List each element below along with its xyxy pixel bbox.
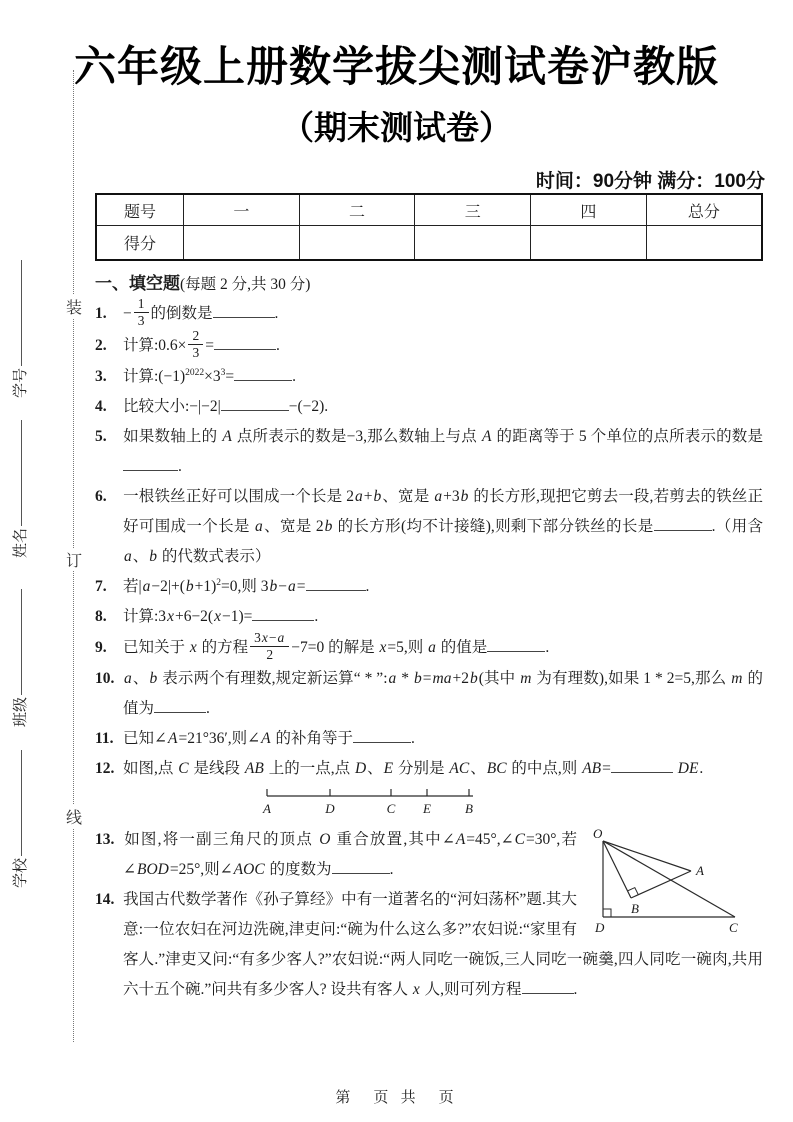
math-variable: b: [149, 548, 158, 566]
question-text: 、: [367, 760, 383, 778]
math-variable: D: [354, 760, 367, 778]
question-text: 比较大小:−|−2|: [123, 398, 221, 416]
math-fraction: [134, 296, 149, 328]
math-fraction: [250, 630, 289, 662]
question-text: ×3: [204, 368, 221, 386]
question-text: =: [296, 578, 306, 596]
question-body: [123, 831, 577, 878]
question-text: −: [123, 304, 132, 322]
answer-blank: [306, 577, 366, 591]
answer-blank: [611, 759, 673, 773]
math-variable: ma: [432, 670, 452, 688]
question-text: .: [545, 638, 550, 656]
table-row: [96, 194, 762, 226]
question-text: (其中: [478, 670, 520, 688]
question-text: 计算:0.6×: [123, 336, 187, 354]
question-9: [95, 632, 763, 664]
question-text: 计算:3: [123, 608, 167, 626]
margin-field-class: [11, 589, 31, 727]
answer-blank: [221, 397, 289, 411]
question-text: 我国古代数学著作《孙子算经》中有一道著名的“河妇荡杯”题.其大意:一位农妇在河边洗碗,津吏问:“碗为什么这么多?”农妇说:“家里有客人.”津吏又问:“有多少客人?”农妇说:“两人同吃一碗饭,三人同吃一碗羹,四人同吃一碗肉,共用六十五个碗.”问共有多少客人? 设共有客人: [123, 891, 763, 999]
question-number: 5.: [95, 428, 107, 446]
question-text: 的长方形(均不计接缝),则剩下部分铁丝的长是: [333, 518, 654, 536]
score-header-cell: 二: [299, 194, 415, 226]
math-variable: A: [481, 428, 492, 446]
question-text: =: [225, 368, 235, 386]
question-6: [95, 482, 763, 572]
question-text: .: [292, 368, 296, 386]
question-text: =5,则: [387, 638, 428, 656]
math-superscript: 2: [216, 577, 222, 588]
point-label-b: B: [465, 801, 473, 817]
score-cell: [415, 226, 531, 261]
point-label-c: C: [386, 801, 396, 817]
score-cell: [299, 226, 415, 261]
question-8: [95, 602, 763, 632]
question-text: +: [363, 488, 373, 506]
question-number: 4.: [95, 398, 107, 416]
point-label-o: O: [593, 827, 603, 842]
point-label-a: A: [696, 863, 704, 879]
question-text: −2|+(: [151, 578, 185, 596]
question-body: [123, 428, 763, 475]
question-text: −7=0 的解是: [291, 638, 379, 656]
margin-field-label: 学校: [13, 857, 29, 888]
score-header-cell: 四: [531, 194, 647, 226]
math-variable: AB: [244, 760, 264, 778]
math-variable: DE: [677, 760, 699, 778]
question-text: 的度数为: [265, 861, 332, 879]
math-variable: O: [319, 831, 331, 849]
score-header-cell: 三: [415, 194, 531, 226]
question-text: .: [314, 608, 319, 626]
answer-blank: [123, 457, 178, 471]
question-text: 上的一点,点: [264, 760, 354, 778]
answer-blank: [332, 860, 390, 874]
math-variable: a: [388, 670, 397, 688]
question-text: −: [278, 578, 288, 596]
math-variable: AC: [449, 760, 470, 778]
math-variable: m: [520, 670, 532, 688]
binding-char-xian: 线: [64, 805, 84, 828]
math-variable: b: [460, 488, 469, 506]
question-7: [95, 572, 763, 602]
math-variable: b: [414, 670, 422, 688]
question-text: 的倒数是: [150, 304, 213, 322]
question-text: 、: [132, 670, 149, 688]
answer-blank: [522, 980, 574, 994]
math-variable: x: [379, 638, 387, 656]
math-variable: a: [288, 578, 296, 596]
question-text: .: [411, 730, 415, 748]
question-number: 1.: [95, 304, 107, 322]
question-number: 8.: [95, 608, 107, 626]
math-variable: A: [261, 730, 271, 748]
section-heading-points: (每题 2 分,共 30 分): [180, 276, 311, 293]
question-text: 一根铁丝正好可以围成一个长是 2: [123, 488, 354, 506]
question-text: 是线段: [189, 760, 244, 778]
question-text: .: [178, 458, 182, 476]
score-table: [95, 193, 763, 261]
math-variable: x: [412, 981, 420, 999]
margin-field-label: 班级: [13, 696, 29, 727]
question-text: 点所表示的数是−3,那么数轴上与点: [232, 428, 481, 446]
question-text: −(−2).: [288, 398, 329, 416]
question-text: .: [389, 861, 394, 879]
math-variable: a: [277, 630, 285, 646]
question-body: [123, 578, 369, 595]
question-text: 分别是: [394, 760, 449, 778]
question-text: .（用含: [711, 518, 763, 536]
question-text: *: [397, 670, 413, 688]
question-text: =21°36′,则∠: [178, 730, 261, 748]
question-text: =25°,则∠: [169, 861, 233, 879]
question-text: 3: [254, 630, 261, 646]
score-header-cell: 一: [184, 194, 300, 226]
question-text: 已知∠: [123, 730, 167, 748]
question-number: 10.: [95, 670, 115, 688]
section-heading: [95, 269, 763, 294]
math-variable: AB: [582, 760, 602, 778]
margin-field-name: [11, 420, 31, 558]
answer-blank: [487, 638, 545, 652]
question-5: [95, 422, 763, 482]
math-variable: a: [428, 638, 436, 656]
question-text: +6−2(: [174, 608, 214, 626]
question-number: 2.: [95, 336, 107, 354]
question-body: [123, 608, 318, 625]
segment-figure: [255, 786, 485, 823]
question-text: 重合放置,其中∠: [331, 831, 455, 849]
question-number: 9.: [95, 638, 107, 656]
question-body: [123, 398, 328, 415]
question-text: =45°,∠: [466, 831, 514, 849]
answer-blank: [213, 304, 275, 318]
question-text: 的长方形,现把它剪去一段,若剪去的铁丝正好可围成一个长是: [123, 488, 763, 536]
question-body: [123, 296, 279, 328]
question-body: [123, 670, 763, 717]
question-text: 、: [470, 760, 486, 778]
point-label-c: C: [729, 920, 738, 936]
point-label-d: D: [595, 920, 605, 936]
question-text: +3: [443, 488, 460, 506]
question-text: 人,则可列方程: [420, 981, 522, 999]
question-body: [123, 760, 703, 777]
math-superscript: 2022: [185, 367, 205, 378]
question-body: [123, 630, 550, 662]
math-fraction: [188, 328, 203, 360]
question-text: 3: [192, 344, 200, 360]
point-label-d: D: [325, 801, 335, 817]
question-number: 13.: [95, 831, 115, 849]
question-text: 表示两个有理数,规定新运算“ * ”:: [158, 670, 388, 688]
score-cell: [184, 226, 300, 261]
answer-blank: [234, 367, 292, 381]
point-label-e: E: [423, 801, 431, 817]
question-text: 若|: [123, 578, 142, 596]
question-text: 的距离等于 5 个单位的点所表示的数是: [492, 428, 763, 446]
math-variable: b: [324, 518, 333, 536]
question-text: 为有理数),如果 1 * 2=5,那么: [532, 670, 731, 688]
point-label-a: A: [263, 801, 271, 817]
question-4: [95, 392, 763, 422]
math-variable: A: [222, 428, 232, 446]
fill-in-line: [21, 260, 22, 366]
question-text: −: [268, 630, 277, 646]
question-text: 、宽是: [382, 488, 434, 506]
question-body: [123, 488, 763, 565]
question-text: +1): [194, 578, 217, 596]
binding-char-zhuang: 装: [64, 295, 84, 318]
answer-blank: [252, 607, 314, 621]
question-text: 如果数轴上的: [123, 428, 222, 446]
question-text: 如图,点: [123, 760, 178, 778]
question-text: −1)=: [222, 608, 253, 626]
math-superscript: 3: [220, 367, 226, 378]
question-text: 3: [137, 312, 145, 328]
fill-in-line: [21, 589, 22, 695]
question-text: 如图,将一副三角尺的顶点: [123, 831, 319, 849]
question-text: 的代数式表示）: [158, 548, 271, 566]
question-text: .: [699, 760, 704, 778]
page-subtitle: （期末测试卷）: [281, 109, 512, 146]
score-cell: 得分: [96, 226, 184, 261]
math-variable: b: [185, 578, 194, 596]
score-header-cell: 题号: [96, 194, 184, 226]
math-variable: x: [261, 630, 268, 646]
math-variable: a: [255, 518, 263, 536]
question-2: [95, 330, 763, 362]
question-body: [123, 730, 415, 747]
binding-char-ding: 订: [64, 548, 84, 571]
margin-field-label: 姓名: [13, 527, 29, 558]
math-variable: b: [269, 578, 278, 596]
question-text: 的补角等于: [271, 730, 354, 748]
math-variable: x: [214, 608, 221, 626]
question-body: [123, 368, 296, 385]
question-3: [95, 362, 763, 392]
math-variable: a: [434, 488, 443, 506]
question-body: [123, 891, 763, 998]
question-text: .: [206, 700, 210, 718]
question-text: 的方程: [197, 638, 249, 656]
score-cell: [646, 226, 762, 261]
question-text: 的中点,则: [507, 760, 582, 778]
math-variable: A: [168, 730, 178, 748]
fill-in-line: [21, 420, 22, 526]
question-text: 的值是: [436, 638, 488, 656]
question-number: 3.: [95, 368, 107, 386]
question-text: =30°,若∠: [123, 831, 577, 879]
main-content: [95, 193, 763, 1005]
margin-field-student-id: [11, 260, 31, 398]
question-text: 、: [132, 548, 149, 566]
question-11: [95, 724, 763, 754]
math-variable: m: [731, 670, 743, 688]
math-variable: AOC: [233, 861, 265, 879]
question-text: .: [275, 336, 280, 354]
question-text: =: [205, 336, 214, 354]
answer-blank: [214, 336, 276, 350]
score-header-cell: 总分: [646, 194, 762, 226]
question-text: =: [602, 760, 611, 778]
math-variable: b: [149, 670, 158, 688]
question-number: 14.: [95, 891, 115, 909]
question-text: 、宽是 2: [263, 518, 324, 536]
answer-blank: [353, 729, 411, 743]
question-text: 的值为: [123, 670, 763, 718]
score-cell: [531, 226, 647, 261]
question-text: 2: [192, 328, 200, 344]
math-variable: BC: [486, 760, 507, 778]
question-number: 12.: [95, 760, 115, 778]
math-variable: a: [124, 670, 132, 688]
math-variable: C: [178, 760, 189, 778]
answer-blank: [154, 699, 206, 713]
question-text: +2: [452, 670, 469, 688]
page-footer: 第 页 共 页: [335, 1089, 458, 1106]
margin-field-label: 学号: [13, 367, 29, 398]
question-text: .: [365, 578, 370, 596]
question-text: .: [274, 304, 279, 322]
margin-field-school: [11, 750, 31, 888]
math-variable: b: [373, 488, 382, 506]
time-score-info: 时间：90分钟 满分：100分: [535, 171, 765, 192]
question-text: 1: [137, 296, 145, 311]
question-number: 7.: [95, 578, 107, 596]
question-14: [95, 885, 763, 1005]
math-variable: x: [189, 638, 197, 656]
math-variable: a: [124, 548, 132, 566]
math-variable: a: [142, 578, 151, 596]
question-text: .: [573, 981, 578, 999]
question-text: =0,则 3: [221, 578, 269, 596]
answer-blank: [654, 517, 712, 531]
question-1: [95, 298, 763, 330]
math-variable: A: [455, 831, 466, 849]
question-body: [123, 328, 280, 360]
page-title: 六年级上册数学拔尖测试卷沪教版: [73, 43, 719, 90]
question-number: 6.: [95, 488, 107, 506]
math-variable: b: [469, 670, 478, 688]
question-text: 2: [266, 646, 274, 662]
question-10: [95, 664, 763, 724]
table-row: [96, 226, 762, 261]
math-variable: C: [514, 831, 525, 849]
math-variable: a: [355, 488, 363, 506]
section-heading-title: 一、填空题: [95, 274, 180, 293]
question-number: 11.: [95, 730, 114, 748]
question-12: [95, 754, 763, 784]
question-text: 计算:(−1): [123, 368, 186, 386]
math-variable: BOD: [137, 861, 169, 879]
math-variable: x: [167, 608, 174, 626]
point-label-b: B: [631, 901, 639, 917]
math-variable: E: [383, 760, 394, 778]
question-text: =: [422, 670, 432, 688]
question-text: 已知关于: [123, 638, 189, 656]
fill-in-line: [21, 750, 22, 856]
